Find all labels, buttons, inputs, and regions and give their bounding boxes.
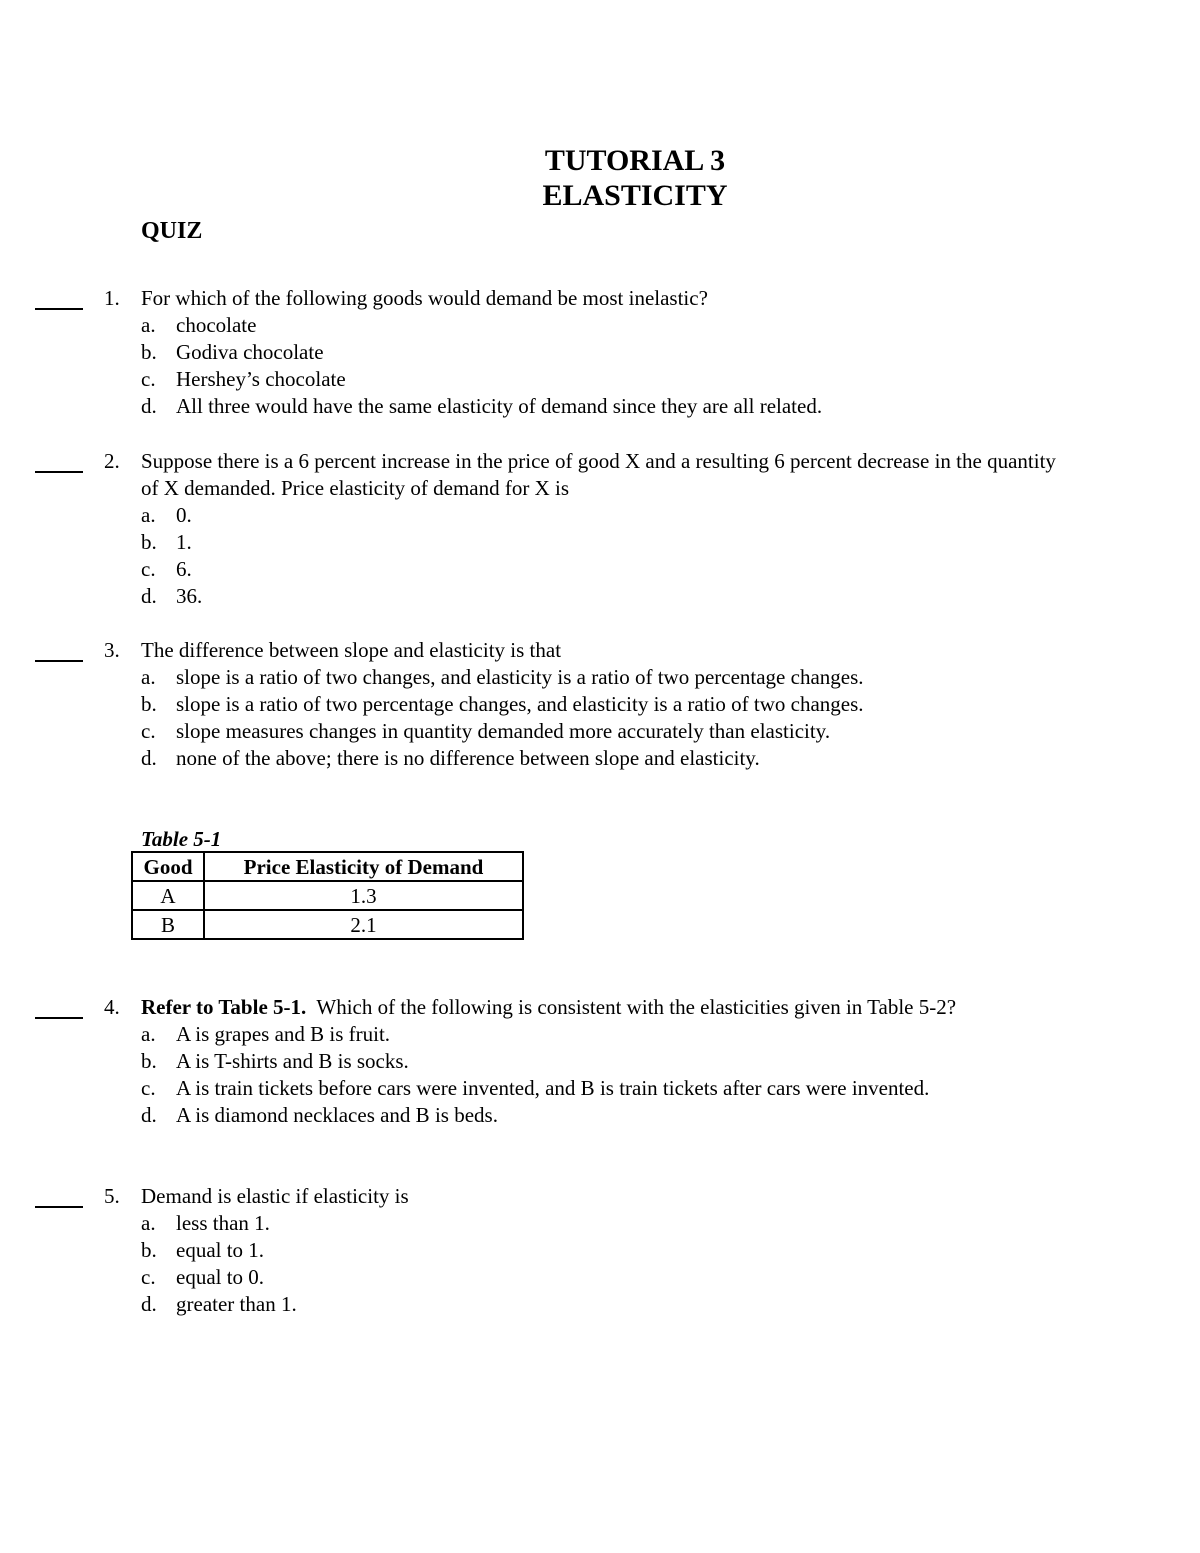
table-cell: A — [132, 881, 204, 910]
option-letter: a. — [141, 665, 156, 689]
option-letter: b. — [141, 692, 157, 716]
option-text: slope is a ratio of two percentage changes, and elasticity is a ratio of two changes. — [176, 692, 864, 716]
question-number: 2. — [104, 449, 120, 473]
option-text: none of the above; there is no difference between slope and elasticity. — [176, 746, 760, 770]
option-c — [141, 718, 976, 745]
option-text: greater than 1. — [176, 1292, 297, 1316]
page-title-line-1: TUTORIAL 3 — [544, 144, 726, 177]
option-a — [141, 1021, 976, 1048]
question-stem: The difference between slope and elasticity is that — [141, 638, 562, 662]
table-header-cell: Price Elasticity of Demand — [204, 852, 523, 881]
option-d — [141, 583, 976, 610]
option-text: 1. — [176, 530, 192, 554]
option-text: A is grapes and B is fruit. — [176, 1022, 391, 1046]
option-text: Godiva chocolate — [176, 340, 324, 364]
option-b — [141, 1048, 976, 1075]
question-3 — [0, 637, 1200, 772]
option-text: A is diamond necklaces and B is beds. — [176, 1103, 498, 1127]
option-b — [141, 1237, 976, 1264]
question-stem: Demand is elastic if elasticity is — [141, 1184, 409, 1208]
option-d — [141, 1291, 976, 1318]
option-letter: d. — [141, 1292, 157, 1316]
option-b — [141, 529, 976, 556]
option-letter: a. — [141, 1022, 156, 1046]
question-1 — [0, 285, 1200, 420]
question-stem: Suppose there is a 6 percent increase in the price of good X and a resulting 6 percent decrease in the quantity of X demanded. Price elasticity of demand for X is — [141, 449, 1056, 500]
option-letter: c. — [141, 557, 156, 581]
table-row — [132, 881, 523, 910]
option-text: A is train tickets before cars were invented, and B is train tickets after cars were invented. — [176, 1076, 930, 1100]
section-heading: QUIZ — [141, 218, 203, 244]
option-a — [141, 502, 976, 529]
question-reference: Refer to Table 5-1. — [141, 995, 307, 1019]
question-stem-text: Which of the following is consistent with the elasticities given in Table 5-2? — [316, 995, 957, 1019]
question-stem — [141, 994, 1061, 1021]
option-a — [141, 664, 976, 691]
answer-blank[interactable] — [35, 637, 83, 662]
answer-blank[interactable] — [35, 285, 83, 310]
question-number: 5. — [104, 1184, 120, 1208]
question-5 — [0, 1183, 1200, 1318]
option-d — [141, 1102, 976, 1129]
option-letter: b. — [141, 1238, 157, 1262]
option-letter: d. — [141, 394, 157, 418]
option-d — [141, 393, 976, 420]
option-letter: c. — [141, 1076, 156, 1100]
question-number: 1. — [104, 286, 120, 310]
question-number: 3. — [104, 638, 120, 662]
question-number: 4. — [104, 995, 120, 1019]
option-c — [141, 1264, 976, 1291]
option-text: less than 1. — [176, 1211, 270, 1235]
option-letter: a. — [141, 503, 156, 527]
option-text: slope is a ratio of two changes, and elasticity is a ratio of two percentage changes. — [176, 665, 864, 689]
option-text: All three would have the same elasticity of demand since they are all related. — [176, 394, 823, 418]
table-header-row — [132, 852, 523, 881]
option-b — [141, 339, 976, 366]
elasticity-table — [131, 851, 524, 940]
option-letter: c. — [141, 1265, 156, 1289]
option-text: A is T-shirts and B is socks. — [176, 1049, 409, 1073]
table-caption: Table 5-1 — [141, 827, 222, 851]
option-text: equal to 0. — [176, 1265, 265, 1289]
option-text: equal to 1. — [176, 1238, 265, 1262]
table-cell: 2.1 — [204, 910, 523, 939]
table-cell: 1.3 — [204, 881, 523, 910]
option-letter: d. — [141, 584, 157, 608]
option-text: chocolate — [176, 313, 257, 337]
page-title-line-2: ELASTICITY — [542, 179, 728, 212]
option-letter: b. — [141, 1049, 157, 1073]
option-text: 0. — [176, 503, 192, 527]
option-letter: b. — [141, 340, 157, 364]
option-letter: c. — [141, 719, 156, 743]
option-a — [141, 312, 976, 339]
option-letter: a. — [141, 1211, 156, 1235]
question-2 — [0, 448, 1200, 610]
option-d — [141, 745, 976, 772]
answer-blank[interactable] — [35, 448, 83, 473]
option-a — [141, 1210, 976, 1237]
question-4 — [0, 994, 1200, 1129]
answer-blank[interactable] — [35, 1183, 83, 1208]
option-b — [141, 691, 976, 718]
option-letter: b. — [141, 530, 157, 554]
option-letter: a. — [141, 313, 156, 337]
answer-blank[interactable] — [35, 994, 83, 1019]
option-c — [141, 1075, 936, 1102]
option-text: 6. — [176, 557, 192, 581]
option-c — [141, 366, 976, 393]
table-row — [132, 910, 523, 939]
question-stem: For which of the following goods would demand be most inelastic? — [141, 286, 708, 310]
option-text: slope measures changes in quantity demanded more accurately than elasticity. — [176, 719, 831, 743]
table-header-cell: Good — [132, 852, 204, 881]
option-text: Hershey’s chocolate — [176, 367, 346, 391]
option-letter: d. — [141, 1103, 157, 1127]
table-cell: B — [132, 910, 204, 939]
option-letter: d. — [141, 746, 157, 770]
option-letter: c. — [141, 367, 156, 391]
option-c — [141, 556, 976, 583]
option-text: 36. — [176, 584, 203, 608]
